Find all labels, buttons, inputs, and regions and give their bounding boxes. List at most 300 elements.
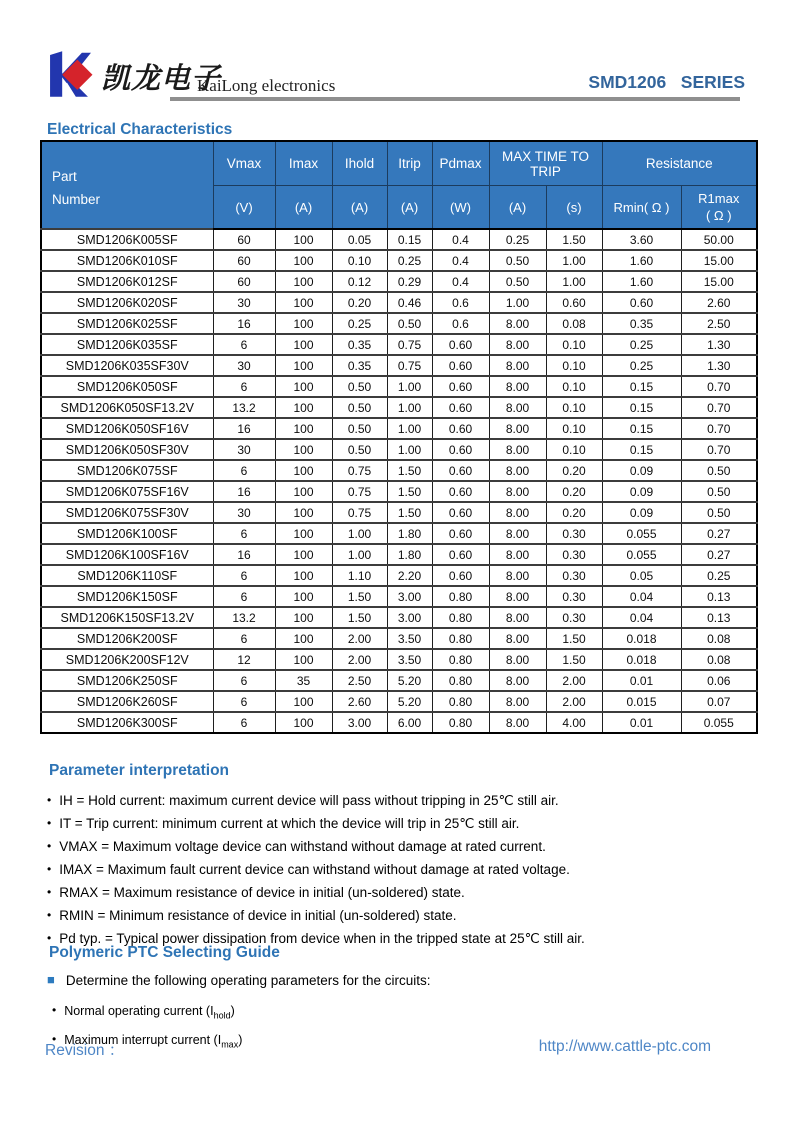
value-cell: 50.00 <box>681 229 757 250</box>
value-cell: 0.50 <box>332 376 387 397</box>
value-cell: 8.00 <box>489 334 546 355</box>
value-cell: 0.27 <box>681 523 757 544</box>
value-cell: 0.80 <box>432 670 489 691</box>
table-row <box>41 271 757 292</box>
value-cell: 2.00 <box>332 649 387 670</box>
value-cell: 0.25 <box>489 229 546 250</box>
part-number-cell: SMD1206K005SF <box>41 229 213 250</box>
bullet-icon: • <box>47 908 52 922</box>
value-cell: 6.00 <box>387 712 432 733</box>
table-row <box>41 439 757 460</box>
value-cell: 0.15 <box>602 439 681 460</box>
bullet-icon: • <box>47 839 52 853</box>
part-number-cell: SMD1206K110SF <box>41 565 213 586</box>
value-cell: 0.80 <box>432 607 489 628</box>
value-cell: 0.10 <box>546 334 602 355</box>
value-cell: 3.60 <box>602 229 681 250</box>
unit-trip-current: (A) <box>489 186 546 230</box>
part-number-cell: SMD1206K050SF16V <box>41 418 213 439</box>
parameter-item <box>47 881 757 904</box>
value-cell: 0.04 <box>602 586 681 607</box>
value-cell: 100 <box>275 313 332 334</box>
value-cell: 0.80 <box>432 628 489 649</box>
value-cell: 8.00 <box>489 523 546 544</box>
electrical-table-wrapper <box>40 140 758 734</box>
bullet-icon: • <box>47 793 52 807</box>
value-cell: 100 <box>275 418 332 439</box>
value-cell: 6 <box>213 628 275 649</box>
value-cell: 0.055 <box>602 544 681 565</box>
value-cell: 0.50 <box>387 313 432 334</box>
col-header-itrip: Itrip <box>387 141 432 186</box>
part-number-cell: SMD1206K035SF <box>41 334 213 355</box>
part-number-cell: SMD1206K100SF <box>41 523 213 544</box>
value-cell: 0.25 <box>602 334 681 355</box>
value-cell: 0.12 <box>332 271 387 292</box>
part-number-cell: SMD1206K075SF16V <box>41 481 213 502</box>
value-cell: 100 <box>275 481 332 502</box>
value-cell: 0.60 <box>432 355 489 376</box>
value-cell: 0.60 <box>432 460 489 481</box>
value-cell: 100 <box>275 439 332 460</box>
unit-trip-seconds: (s) <box>546 186 602 230</box>
guide-item-text: ) <box>230 1004 235 1018</box>
value-cell: 1.00 <box>332 544 387 565</box>
table-row <box>41 607 757 628</box>
parameter-item <box>47 789 757 812</box>
value-cell: 0.10 <box>546 439 602 460</box>
value-cell: 2.60 <box>681 292 757 313</box>
part-number-cell: SMD1206K025SF <box>41 313 213 334</box>
table-row <box>41 502 757 523</box>
value-cell: 0.80 <box>432 649 489 670</box>
value-cell: 3.00 <box>332 712 387 733</box>
value-cell: 0.60 <box>432 565 489 586</box>
value-cell: 0.10 <box>546 376 602 397</box>
value-cell: 2.00 <box>546 691 602 712</box>
value-cell: 100 <box>275 607 332 628</box>
website-link[interactable]: http://www.cattle-ptc.com <box>538 1038 711 1055</box>
value-cell: 2.00 <box>546 670 602 691</box>
value-cell: 0.25 <box>602 355 681 376</box>
guide-intro-text: Determine the following operating parameters for the circuits: <box>65 973 431 988</box>
value-cell: 0.25 <box>681 565 757 586</box>
col-header-ihold: Ihold <box>332 141 387 186</box>
guide-item-text: hold <box>213 1010 231 1021</box>
value-cell: 15.00 <box>681 271 757 292</box>
parameter-text: RMIN = Minimum resistance of device in initial (un-soldered) state. <box>59 908 457 923</box>
value-cell: 0.75 <box>387 355 432 376</box>
value-cell: 100 <box>275 649 332 670</box>
part-number-cell: SMD1206K260SF <box>41 691 213 712</box>
value-cell: 0.30 <box>546 544 602 565</box>
parameter-item <box>47 812 757 835</box>
guide-item-text: Maximum interrupt current (I <box>64 1032 222 1047</box>
value-cell: 0.04 <box>602 607 681 628</box>
parameter-item <box>47 904 757 927</box>
value-cell: 1.30 <box>681 355 757 376</box>
value-cell: 1.00 <box>546 271 602 292</box>
value-cell: 100 <box>275 271 332 292</box>
value-cell: 1.50 <box>332 586 387 607</box>
value-cell: 16 <box>213 544 275 565</box>
value-cell: 6 <box>213 376 275 397</box>
parameter-item <box>47 835 757 858</box>
value-cell: 0.75 <box>332 502 387 523</box>
value-cell: 1.50 <box>546 649 602 670</box>
table-row <box>41 586 757 607</box>
value-cell: 1.50 <box>387 502 432 523</box>
value-cell: 0.60 <box>432 481 489 502</box>
value-cell: 1.00 <box>387 439 432 460</box>
value-cell: 100 <box>275 355 332 376</box>
value-cell: 0.70 <box>681 397 757 418</box>
part-number-cell: SMD1206K010SF <box>41 250 213 271</box>
value-cell: 100 <box>275 523 332 544</box>
value-cell: 1.60 <box>602 250 681 271</box>
value-cell: 0.4 <box>432 229 489 250</box>
revision-label: Revision ： <box>45 1042 125 1059</box>
table-row <box>41 481 757 502</box>
value-cell: 5.20 <box>387 670 432 691</box>
guide-item-text: ) <box>238 1032 243 1047</box>
value-cell: 100 <box>275 376 332 397</box>
value-cell: 0.80 <box>432 712 489 733</box>
value-cell: 100 <box>275 292 332 313</box>
value-cell: 0.70 <box>681 418 757 439</box>
value-cell: 0.35 <box>332 334 387 355</box>
value-cell: 8.00 <box>489 481 546 502</box>
table-row <box>41 712 757 733</box>
value-cell: 0.60 <box>432 523 489 544</box>
value-cell: 2.50 <box>332 670 387 691</box>
value-cell: 3.00 <box>387 607 432 628</box>
value-cell: 0.20 <box>546 502 602 523</box>
value-cell: 35 <box>275 670 332 691</box>
value-cell: 30 <box>213 355 275 376</box>
value-cell: 0.60 <box>602 292 681 313</box>
value-cell: 8.00 <box>489 418 546 439</box>
parameter-text: IT = Trip current: minimum current at which the device will trip in 25℃ still air. <box>59 816 520 831</box>
value-cell: 1.00 <box>332 523 387 544</box>
value-cell: 0.06 <box>681 670 757 691</box>
value-cell: 0.20 <box>332 292 387 313</box>
value-cell: 8.00 <box>489 649 546 670</box>
value-cell: 0.018 <box>602 628 681 649</box>
value-cell: 1.00 <box>387 397 432 418</box>
part-header-line2: Number <box>52 191 101 207</box>
value-cell: 6 <box>213 586 275 607</box>
value-cell: 0.70 <box>681 439 757 460</box>
parameter-interpretation-title: Parameter interpretation <box>49 762 230 779</box>
r1max-line2: ( Ω ) <box>705 208 732 223</box>
value-cell: 1.00 <box>489 292 546 313</box>
value-cell: 16 <box>213 481 275 502</box>
table-row <box>41 628 757 649</box>
value-cell: 1.50 <box>546 628 602 649</box>
table-row <box>41 292 757 313</box>
value-cell: 100 <box>275 712 332 733</box>
value-cell: 0.75 <box>332 481 387 502</box>
header-divider <box>170 97 740 101</box>
value-cell: 0.15 <box>387 229 432 250</box>
table-row <box>41 355 757 376</box>
value-cell: 6 <box>213 334 275 355</box>
part-number-cell: SMD1206K200SF12V <box>41 649 213 670</box>
r1max-line1: R1max <box>698 191 740 206</box>
col-header-max-time-to-trip: MAX TIME TO TRIP <box>489 141 602 186</box>
table-row <box>41 544 757 565</box>
table-row <box>41 691 757 712</box>
value-cell: 16 <box>213 313 275 334</box>
value-cell: 0.60 <box>432 502 489 523</box>
value-cell: 8.00 <box>489 502 546 523</box>
part-number-cell: SMD1206K050SF13.2V <box>41 397 213 418</box>
bullet-icon: • <box>47 816 52 830</box>
electrical-table <box>40 140 758 734</box>
part-number-cell: SMD1206K150SF <box>41 586 213 607</box>
table-row <box>41 523 757 544</box>
value-cell: 100 <box>275 502 332 523</box>
value-cell: 30 <box>213 502 275 523</box>
value-cell: 1.50 <box>387 481 432 502</box>
logo-english-text: KaiLong electronics <box>197 76 336 95</box>
kailong-logo-icon <box>44 49 94 99</box>
value-cell: 8.00 <box>489 607 546 628</box>
value-cell: 0.055 <box>681 712 757 733</box>
unit-pdmax: (W) <box>432 186 489 230</box>
value-cell: 8.00 <box>489 691 546 712</box>
value-cell: 1.50 <box>332 607 387 628</box>
value-cell: 0.01 <box>602 670 681 691</box>
part-number-cell: SMD1206K075SF30V <box>41 502 213 523</box>
value-cell: 0.05 <box>602 565 681 586</box>
value-cell: 0.08 <box>681 649 757 670</box>
value-cell: 0.50 <box>489 271 546 292</box>
value-cell: 1.50 <box>546 229 602 250</box>
table-row <box>41 229 757 250</box>
col-header-pdmax: Pdmax <box>432 141 489 186</box>
guide-item <box>52 999 242 1028</box>
value-cell: 8.00 <box>489 313 546 334</box>
unit-ihold: (A) <box>332 186 387 230</box>
value-cell: 1.60 <box>602 271 681 292</box>
value-cell: 0.70 <box>681 376 757 397</box>
value-cell: 1.00 <box>387 376 432 397</box>
value-cell: 6 <box>213 691 275 712</box>
parameter-text: Pd typ. = Typical power dissipation from device when in the tripped state at 25℃ still air. <box>59 931 585 946</box>
value-cell: 0.75 <box>332 460 387 481</box>
value-cell: 8.00 <box>489 355 546 376</box>
value-cell: 0.50 <box>489 250 546 271</box>
value-cell: 100 <box>275 460 332 481</box>
table-row <box>41 460 757 481</box>
value-cell: 0.05 <box>332 229 387 250</box>
bullet-icon: • <box>47 885 52 899</box>
value-cell: 0.15 <box>602 418 681 439</box>
value-cell: 0.29 <box>387 271 432 292</box>
value-cell: 13.2 <box>213 397 275 418</box>
value-cell: 0.50 <box>332 397 387 418</box>
part-number-cell: SMD1206K012SF <box>41 271 213 292</box>
value-cell: 0.13 <box>681 586 757 607</box>
value-cell: 1.80 <box>387 544 432 565</box>
value-cell: 0.30 <box>546 607 602 628</box>
value-cell: 0.75 <box>387 334 432 355</box>
value-cell: 0.018 <box>602 649 681 670</box>
value-cell: 0.60 <box>432 376 489 397</box>
table-body <box>41 229 757 733</box>
value-cell: 3.00 <box>387 586 432 607</box>
value-cell: 1.00 <box>387 418 432 439</box>
value-cell: 6 <box>213 670 275 691</box>
value-cell: 8.00 <box>489 628 546 649</box>
bullet-icon: • <box>52 1003 57 1017</box>
part-number-cell: SMD1206K020SF <box>41 292 213 313</box>
value-cell: 0.10 <box>546 397 602 418</box>
value-cell: 5.20 <box>387 691 432 712</box>
value-cell: 1.00 <box>546 250 602 271</box>
unit-itrip: (A) <box>387 186 432 230</box>
part-number-cell: SMD1206K250SF <box>41 670 213 691</box>
value-cell: 0.10 <box>546 355 602 376</box>
guide-item-text: max <box>221 1039 239 1049</box>
value-cell: 1.50 <box>387 460 432 481</box>
value-cell: 6 <box>213 523 275 544</box>
value-cell: 0.35 <box>602 313 681 334</box>
value-cell: 100 <box>275 691 332 712</box>
value-cell: 6 <box>213 565 275 586</box>
value-cell: 100 <box>275 397 332 418</box>
value-cell: 0.60 <box>432 439 489 460</box>
value-cell: 0.60 <box>546 292 602 313</box>
unit-r1max <box>681 186 757 230</box>
value-cell: 0.15 <box>602 397 681 418</box>
value-cell: 0.08 <box>681 628 757 649</box>
bullet-icon: • <box>47 862 52 876</box>
table-row <box>41 397 757 418</box>
value-cell: 30 <box>213 439 275 460</box>
table-row <box>41 649 757 670</box>
value-cell: 2.20 <box>387 565 432 586</box>
bullet-icon: • <box>47 931 52 945</box>
value-cell: 0.055 <box>602 523 681 544</box>
logo-chinese-text: 凯龙电子 <box>101 61 222 95</box>
value-cell: 1.10 <box>332 565 387 586</box>
value-cell: 0.35 <box>332 355 387 376</box>
value-cell: 0.4 <box>432 271 489 292</box>
selecting-guide-title: Polymeric PTC Selecting Guide <box>49 944 280 961</box>
value-cell: 3.50 <box>387 628 432 649</box>
value-cell: 0.60 <box>432 397 489 418</box>
part-number-cell: SMD1206K035SF30V <box>41 355 213 376</box>
series-title: SMD1206 SERIES <box>588 72 745 92</box>
value-cell: 60 <box>213 250 275 271</box>
value-cell: 0.01 <box>602 712 681 733</box>
value-cell: 3.50 <box>387 649 432 670</box>
value-cell: 2.50 <box>681 313 757 334</box>
col-header-part-number <box>41 141 213 229</box>
part-number-cell: SMD1206K075SF <box>41 460 213 481</box>
value-cell: 8.00 <box>489 397 546 418</box>
parameter-text: IH = Hold current: maximum current device will pass without tripping in 25℃ still air. <box>59 793 559 808</box>
col-header-imax: Imax <box>275 141 332 186</box>
value-cell: 0.50 <box>332 418 387 439</box>
value-cell: 8.00 <box>489 544 546 565</box>
value-cell: 8.00 <box>489 565 546 586</box>
table-row <box>41 670 757 691</box>
unit-imax: (A) <box>275 186 332 230</box>
table-row <box>41 418 757 439</box>
square-bullet-icon: ■ <box>47 972 55 987</box>
part-number-cell: SMD1206K050SF <box>41 376 213 397</box>
value-cell: 15.00 <box>681 250 757 271</box>
page-footer <box>45 1038 711 1060</box>
value-cell: 0.13 <box>681 607 757 628</box>
parameter-text: VMAX = Maximum voltage device can withstand without damage at rated current. <box>59 839 546 854</box>
value-cell: 8.00 <box>489 670 546 691</box>
value-cell: 0.015 <box>602 691 681 712</box>
value-cell: 0.15 <box>602 376 681 397</box>
guide-item-text: Normal operating current (I <box>64 1004 214 1018</box>
value-cell: 1.80 <box>387 523 432 544</box>
value-cell: 0.25 <box>332 313 387 334</box>
value-cell: 60 <box>213 271 275 292</box>
value-cell: 6 <box>213 712 275 733</box>
value-cell: 8.00 <box>489 439 546 460</box>
value-cell: 0.60 <box>432 334 489 355</box>
value-cell: 30 <box>213 292 275 313</box>
electrical-characteristics-title: Electrical Characteristics <box>47 121 233 138</box>
table-row <box>41 250 757 271</box>
value-cell: 2.00 <box>332 628 387 649</box>
unit-vmax: (V) <box>213 186 275 230</box>
value-cell: 0.50 <box>681 502 757 523</box>
value-cell: 1.30 <box>681 334 757 355</box>
value-cell: 0.25 <box>387 250 432 271</box>
value-cell: 16 <box>213 418 275 439</box>
value-cell: 12 <box>213 649 275 670</box>
part-number-cell: SMD1206K100SF16V <box>41 544 213 565</box>
value-cell: 0.50 <box>332 439 387 460</box>
value-cell: 0.09 <box>602 502 681 523</box>
value-cell: 2.60 <box>332 691 387 712</box>
value-cell: 0.46 <box>387 292 432 313</box>
part-header-line1: Part <box>52 168 77 184</box>
value-cell: 6 <box>213 460 275 481</box>
value-cell: 0.6 <box>432 292 489 313</box>
col-header-resistance: Resistance <box>602 141 757 186</box>
value-cell: 0.09 <box>602 460 681 481</box>
value-cell: 100 <box>275 586 332 607</box>
value-cell: 0.08 <box>546 313 602 334</box>
value-cell: 0.4 <box>432 250 489 271</box>
value-cell: 100 <box>275 565 332 586</box>
value-cell: 100 <box>275 544 332 565</box>
unit-rmin: Rmin( Ω ) <box>602 186 681 230</box>
value-cell: 60 <box>213 229 275 250</box>
table-row <box>41 376 757 397</box>
parameter-item <box>47 858 757 881</box>
table-row <box>41 334 757 355</box>
value-cell: 0.6 <box>432 313 489 334</box>
value-cell: 8.00 <box>489 376 546 397</box>
part-number-cell: SMD1206K150SF13.2V <box>41 607 213 628</box>
value-cell: 0.80 <box>432 586 489 607</box>
part-number-cell: SMD1206K050SF30V <box>41 439 213 460</box>
bullet-icon: • <box>52 1031 57 1046</box>
value-cell: 0.80 <box>432 691 489 712</box>
